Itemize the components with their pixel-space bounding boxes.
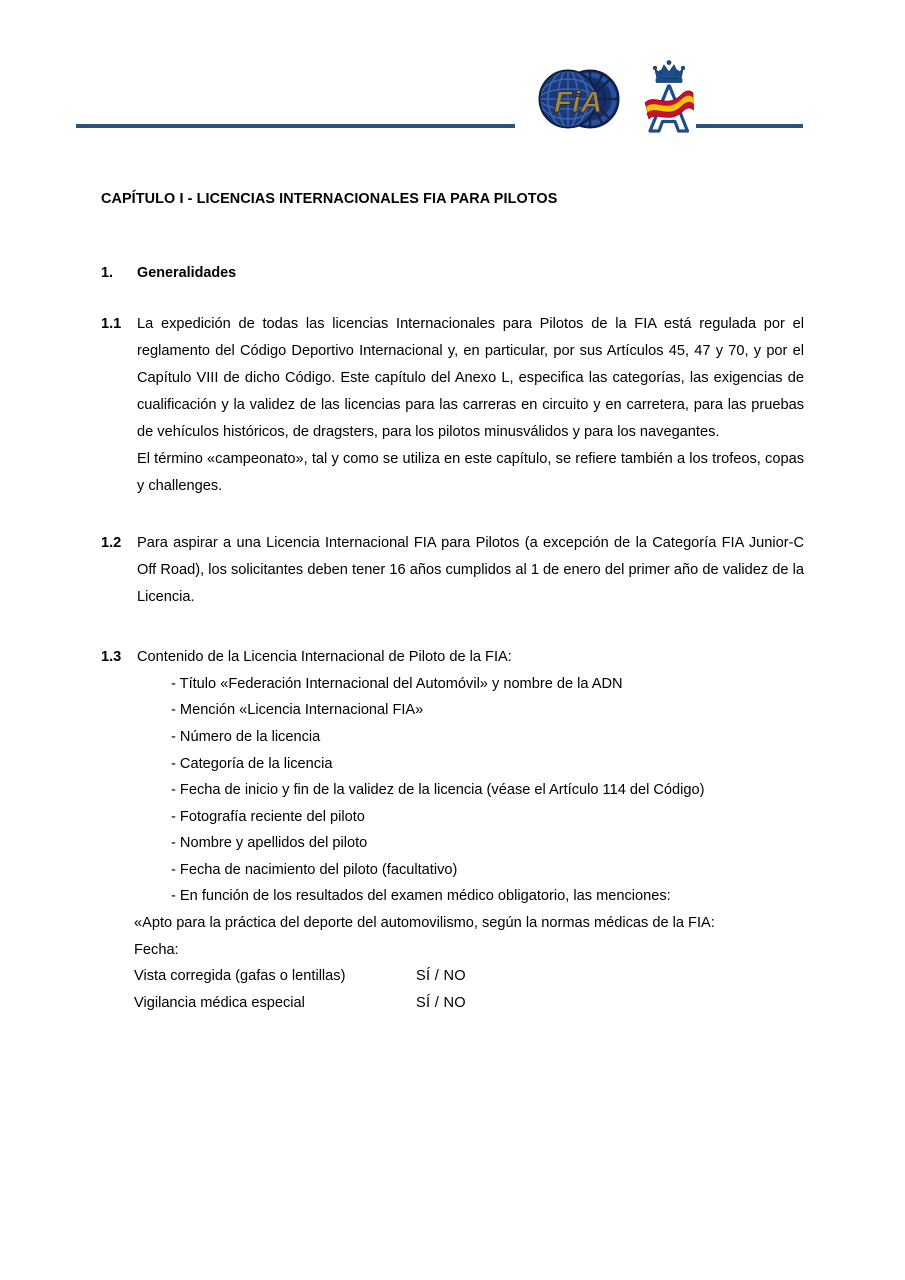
clause-paragraph: Para aspirar a una Licencia Internacional FIA para Pilotos (a excepción de la Categoría FIA Junior-C Off Road), los solicitantes deben tener 16 años cumplidos al 1 de enero del primer año de validez de la Licencia. <box>137 534 804 605</box>
medical-row-corrected-vision <box>134 963 804 990</box>
medical-row-special-supervision <box>134 990 804 1017</box>
medical-row-value: SÍ / NO <box>416 968 466 985</box>
clause-number: 1.3 <box>101 648 122 665</box>
fia-logo <box>537 68 621 130</box>
section-heading <box>101 265 804 281</box>
medical-statement: «Apto para la práctica del deporte del automovilismo, según la normas médicas de la FIA: <box>134 915 715 932</box>
clause-paragraph: El término «campeonato», tal y como se utiliza en este capítulo, se refiere también a los trofeos, copas y challenges. <box>137 450 804 494</box>
list-item: - Fotografía reciente del piloto <box>171 808 365 825</box>
list-item: - Mención «Licencia Internacional FIA» <box>171 702 424 719</box>
list-item: - En función de los resultados del examen médico obligatorio, las menciones: <box>171 888 671 905</box>
list-item: - Número de la licencia <box>171 728 321 745</box>
clause-1-2 <box>101 530 804 611</box>
section-title: Generalidades <box>137 264 237 281</box>
chapter-title: CAPÍTULO I - LICENCIAS INTERNACIONALES FIA PARA PILOTOS <box>101 191 558 207</box>
page-header <box>0 0 905 150</box>
clause-1-1 <box>101 311 804 500</box>
header-rule-left <box>76 124 515 128</box>
crown-icon <box>653 61 684 83</box>
medical-row-label: Vigilancia médica especial <box>134 994 305 1011</box>
clause-number: 1.1 <box>101 315 122 332</box>
clause-paragraph: La expedición de todas las licencias Internacionales para Pilotos de la FIA está regulada por el reglamento del Código Deportivo Internacional y, en particular, por sus Artículos 45, 47 y 70, y por el Capítulo VIII de dicho Código. Este capítulo del Anexo L, especifica las categorías, las exigencias de cualificación y la validez de las licencias para las carreras en circuito y en carretera, para las pruebas de vehículos históricos, de dragsters, para los pilotos minusválidos y para los navegantes. <box>137 315 804 440</box>
list-item: - Fecha de inicio y fin de la validez de la licencia (véase el Artículo 114 del Código) <box>171 782 705 799</box>
rfeda-logo <box>637 57 701 137</box>
medical-date-label: Fecha: <box>134 941 179 958</box>
list-item: - Fecha de nacimiento del piloto (facultativo) <box>171 861 458 878</box>
list-item: - Categoría de la licencia <box>171 755 333 772</box>
header-rule-right <box>696 124 803 128</box>
document-body <box>101 190 804 1016</box>
section-number: 1. <box>101 264 114 281</box>
list-item: - Nombre y apellidos del piloto <box>171 835 368 852</box>
clause-intro: Contenido de la Licencia Internacional de Piloto de la FIA: <box>137 648 512 665</box>
medical-row-value: SÍ / NO <box>416 994 466 1011</box>
medical-row-label: Vista corregida (gafas o lentillas) <box>134 968 346 985</box>
fia-logo-lettering: FiA <box>553 86 603 119</box>
clause-number: 1.2 <box>101 534 122 551</box>
list-item: - Título «Federación Internacional del Automóvil» y nombre de la ADN <box>171 675 623 692</box>
clause-1-3 <box>101 644 804 1017</box>
license-contents-list <box>171 671 804 910</box>
medical-declaration-block <box>134 910 804 1016</box>
